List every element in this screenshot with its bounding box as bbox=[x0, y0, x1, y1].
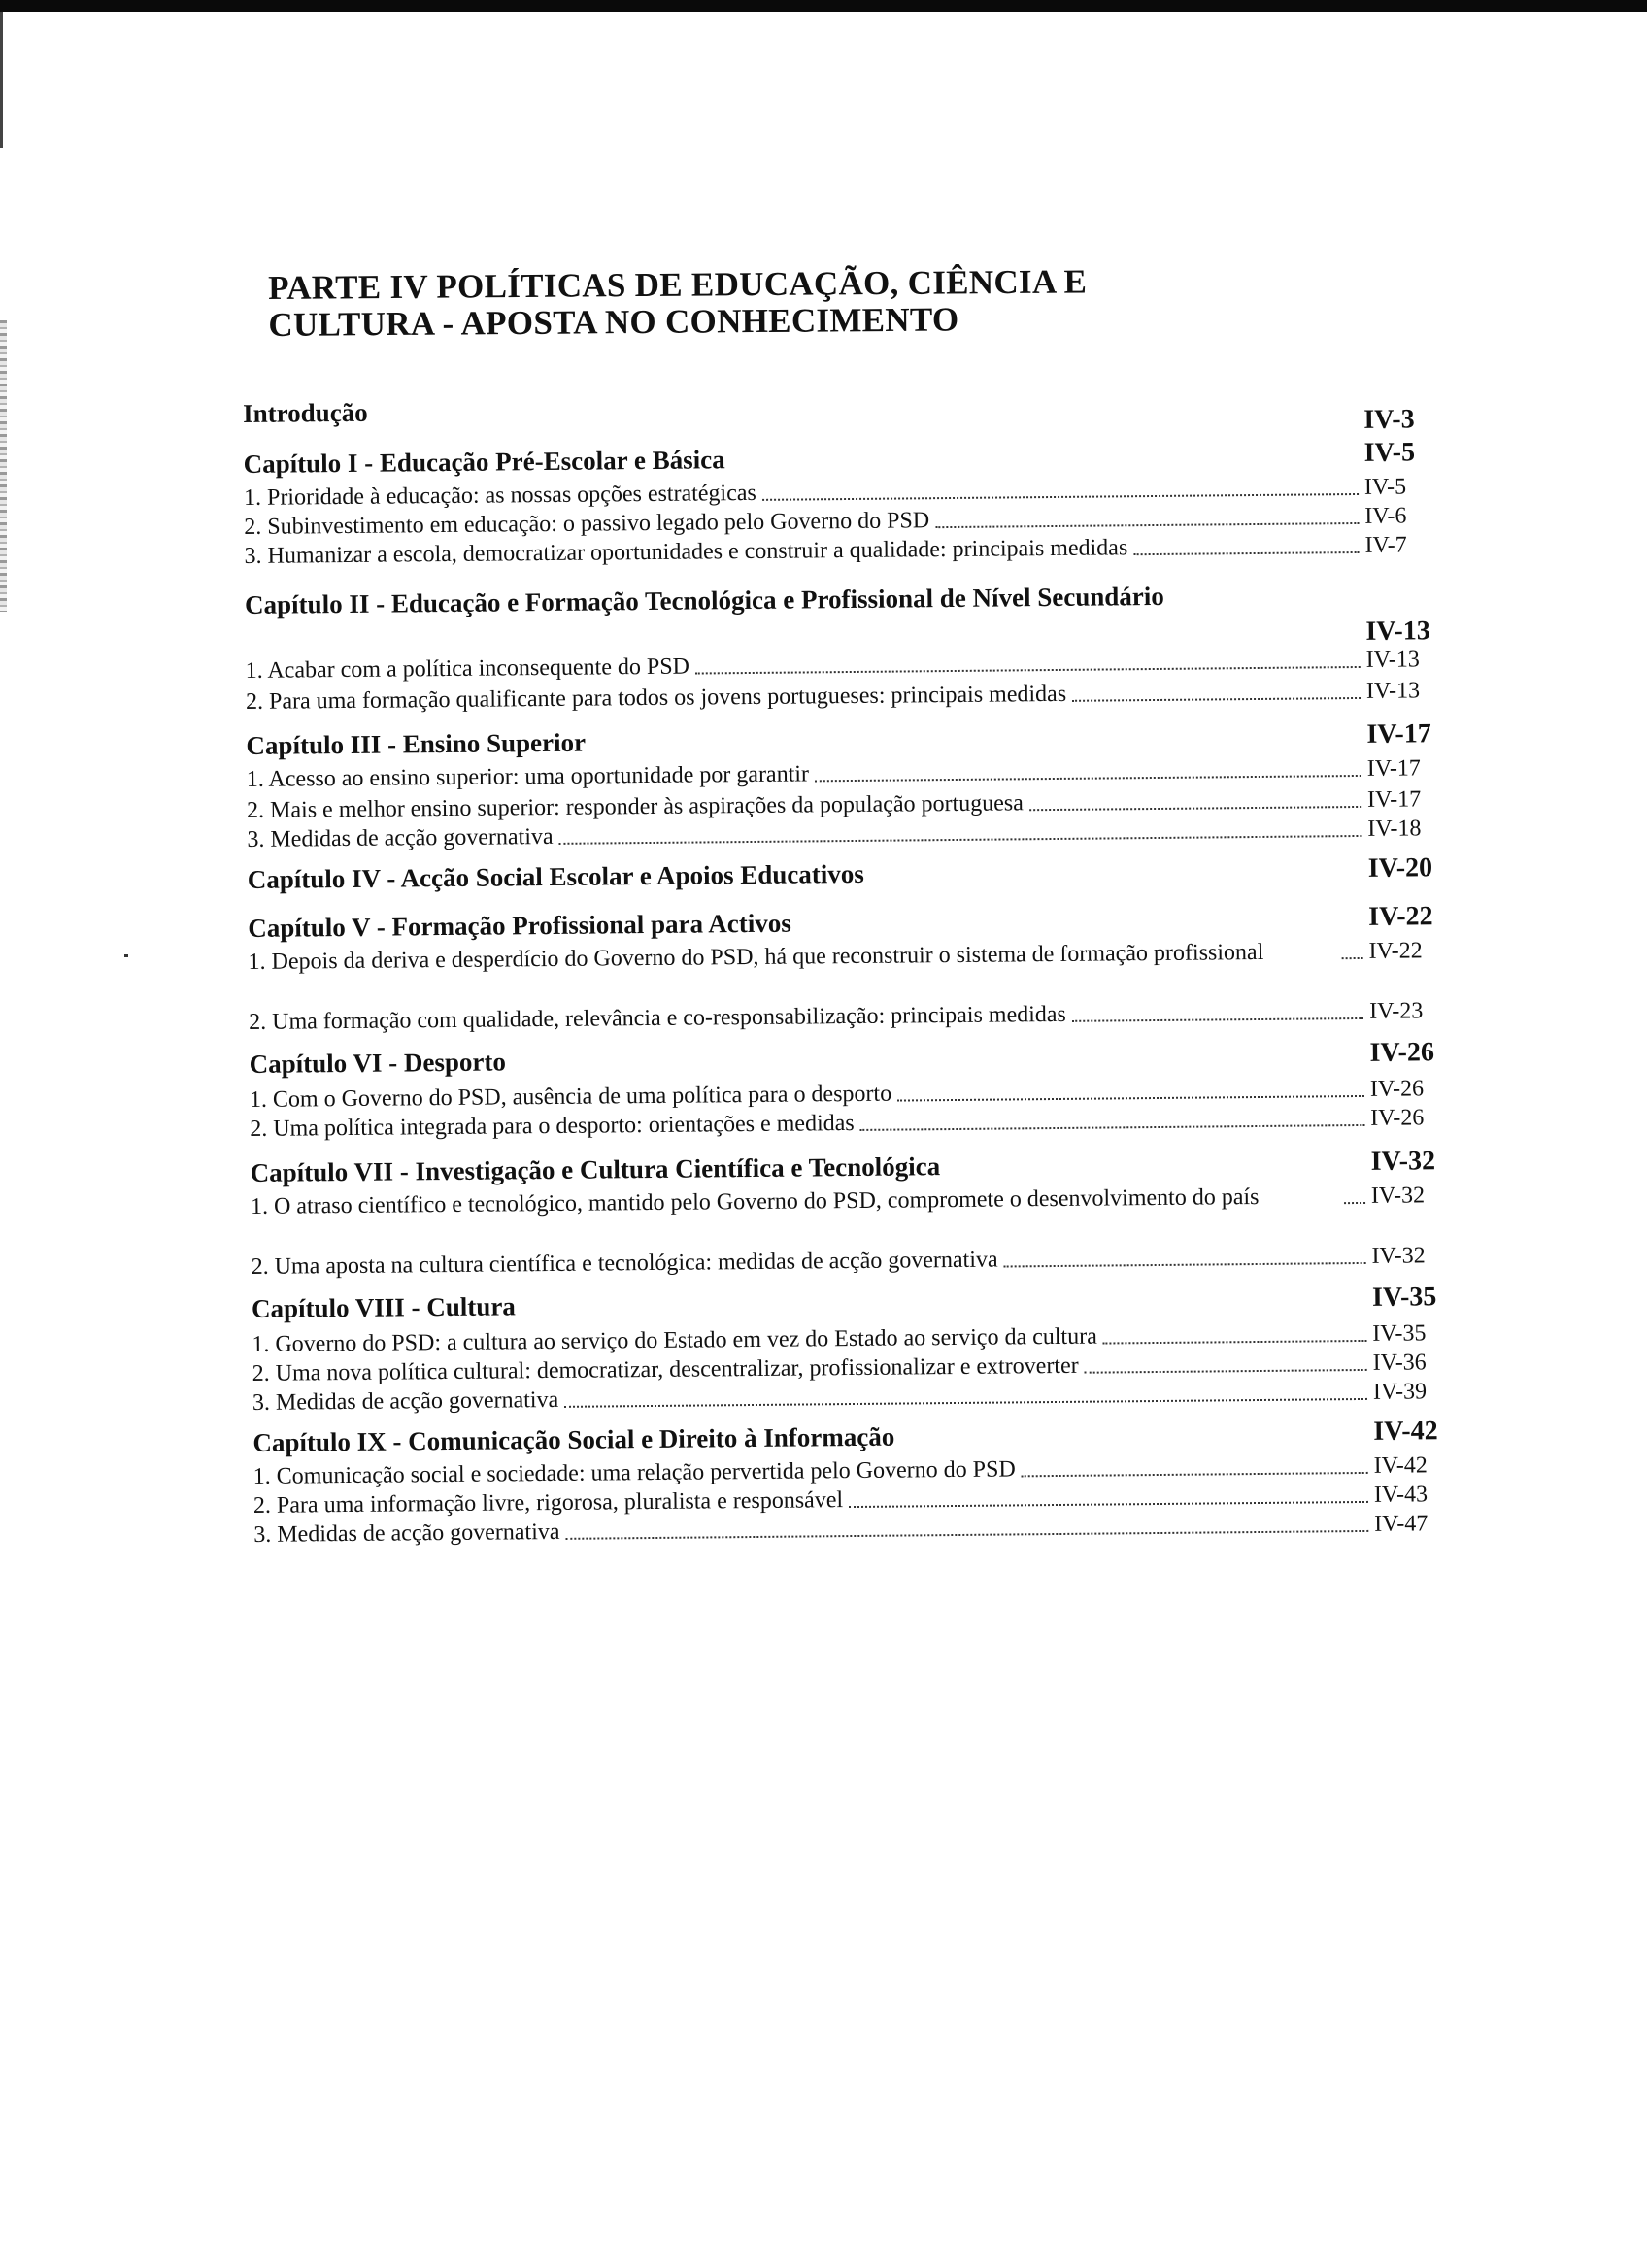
toc-item[interactable] bbox=[252, 1243, 1456, 1281]
toc-page: IV-13 bbox=[1365, 647, 1420, 673]
toc-page: IV-43 bbox=[1373, 1482, 1429, 1508]
toc-page: IV-42 bbox=[1373, 1452, 1428, 1479]
dot-leader bbox=[815, 775, 1361, 782]
scan-speck bbox=[124, 954, 128, 957]
toc-chapter-7[interactable] bbox=[251, 1146, 1455, 1188]
toc-page: IV-22 bbox=[1368, 901, 1433, 932]
toc-label: 1. Prioridade à educação: as nossas opções estratégicas bbox=[243, 480, 756, 511]
toc-label: Capítulo I - Educação Pré-Escolar e Básica bbox=[243, 445, 725, 479]
toc-chapter-5[interactable] bbox=[248, 901, 1452, 944]
toc-page: IV-47 bbox=[1374, 1511, 1429, 1537]
dot-leader bbox=[1133, 551, 1359, 555]
toc-label: Capítulo VII - Investigação e Cultura Científica e Tecnológica bbox=[250, 1151, 941, 1187]
toc-label: 2. Uma formação com qualidade, relevância e co-responsabilização: principais medidas bbox=[249, 1001, 1066, 1035]
dot-leader bbox=[849, 1501, 1368, 1508]
table-of-contents bbox=[243, 383, 1468, 1656]
dot-leader bbox=[1072, 1017, 1363, 1022]
toc-label: 3. Medidas de acção governativa bbox=[247, 823, 554, 852]
dot-leader bbox=[1103, 1340, 1367, 1345]
toc-page: IV-20 bbox=[1367, 852, 1433, 884]
toc-page: IV-13 bbox=[1365, 616, 1430, 647]
dot-leader bbox=[1344, 1202, 1365, 1204]
toc-page: IV-26 bbox=[1369, 1037, 1435, 1068]
toc-label: 2. Subinvestimento em educação: o passivo legado pelo Governo do PSD bbox=[244, 508, 930, 540]
toc-label: Capítulo II - Educação e Formação Tecnológica e Profissional de Nível Secundário bbox=[244, 581, 1164, 619]
dot-leader bbox=[897, 1095, 1364, 1102]
dot-leader bbox=[935, 522, 1359, 528]
toc-label: Introdução bbox=[243, 397, 368, 428]
toc-label: 2. Para uma informação livre, rigorosa, pluralista e responsável bbox=[252, 1487, 844, 1518]
toc-page: IV-42 bbox=[1373, 1416, 1438, 1447]
toc-page: IV-7 bbox=[1364, 532, 1407, 558]
scan-left-edge bbox=[0, 12, 3, 148]
page-title: PARTE IV POLÍTICAS DE EDUCAÇÃO, CIÊNCIA E CULTURA - APOSTA NO CONHECIMENTO bbox=[267, 262, 1088, 344]
toc-label: 1. O atraso científico e tecnológico, mantido pelo Governo do PSD, compromete o desenvolvimento do país bbox=[250, 1184, 1260, 1219]
toc-label: 1. Com o Governo do PSD, ausência de uma política para o desporto bbox=[249, 1081, 892, 1113]
toc-page: IV-36 bbox=[1372, 1350, 1427, 1376]
toc-label: 2. Uma nova política cultural: democratizar, descentralizar, profissionalizar e extroverter bbox=[252, 1352, 1079, 1386]
toc-label: Capítulo III - Ensino Superior bbox=[246, 727, 587, 760]
toc-page: IV-18 bbox=[1367, 816, 1422, 842]
toc-page: IV-26 bbox=[1369, 1076, 1425, 1102]
toc-label: 1. Acesso ao ensino superior: uma oportunidade por garantir bbox=[246, 761, 810, 792]
toc-page: IV-26 bbox=[1370, 1105, 1425, 1131]
scan-top-border bbox=[0, 0, 1647, 12]
toc-item[interactable] bbox=[246, 678, 1450, 716]
toc-label: 3. Medidas de acção governativa bbox=[252, 1386, 559, 1416]
scan-binding-strip bbox=[0, 320, 7, 612]
toc-label: 3. Humanizar a escola, democratizar oportunidades e construir a qualidade: principais medidas bbox=[244, 535, 1128, 569]
toc-label: 1. Comunicação social e sociedade: uma relação pervertida pelo Governo do PSD bbox=[252, 1456, 1016, 1489]
toc-page: IV-35 bbox=[1371, 1282, 1437, 1313]
toc-item[interactable] bbox=[251, 1183, 1455, 1220]
dot-leader bbox=[1342, 957, 1363, 959]
toc-chapter-2[interactable] bbox=[245, 580, 1361, 620]
toc-page: IV-32 bbox=[1371, 1243, 1426, 1269]
toc-page: IV-17 bbox=[1366, 755, 1422, 782]
toc-label: Capítulo IV - Acção Social Escolar e Apoios Educativos bbox=[247, 858, 864, 894]
toc-label: Capítulo VIII - Cultura bbox=[251, 1291, 516, 1323]
toc-chapter-8[interactable] bbox=[252, 1282, 1456, 1324]
toc-page: IV-39 bbox=[1372, 1379, 1428, 1405]
toc-label: 2. Uma política integrada para o desporto: orientações e medidas bbox=[250, 1110, 855, 1142]
toc-page: IV-3 bbox=[1363, 404, 1415, 435]
toc-chapter-4[interactable] bbox=[248, 852, 1452, 895]
toc-chapter-9[interactable] bbox=[252, 1416, 1457, 1458]
toc-label: 1. Depois da deriva e desperdício do Governo do PSD, há que reconstruir o sistema de formação profissional bbox=[248, 939, 1264, 975]
dot-leader bbox=[564, 1398, 1367, 1408]
toc-page: IV-22 bbox=[1368, 938, 1423, 964]
toc-label: 3. Medidas de acção governativa bbox=[253, 1518, 560, 1548]
toc-chapter-3[interactable] bbox=[246, 718, 1450, 761]
toc-chapter-1[interactable] bbox=[244, 437, 1448, 480]
dot-leader bbox=[1072, 697, 1361, 702]
dot-leader bbox=[1029, 806, 1361, 811]
toc-page: IV-6 bbox=[1364, 503, 1407, 529]
toc-page: IV-5 bbox=[1363, 437, 1416, 468]
dot-leader bbox=[762, 493, 1359, 501]
toc-entry-introducao[interactable] bbox=[243, 386, 1447, 435]
toc-page: IV-32 bbox=[1370, 1183, 1426, 1209]
toc-chapter-6[interactable] bbox=[249, 1037, 1453, 1080]
dot-leader bbox=[566, 1530, 1369, 1540]
toc-label: Capítulo IX - Comunicação Social e Direito à Informação bbox=[252, 1421, 895, 1457]
toc-page: IV-5 bbox=[1363, 474, 1407, 500]
dot-leader bbox=[559, 835, 1362, 845]
toc-label: Capítulo VI - Desporto bbox=[249, 1047, 507, 1079]
toc-label: 2. Uma aposta na cultura científica e tecnológica: medidas de acção governativa bbox=[251, 1247, 998, 1280]
dot-leader bbox=[1022, 1472, 1368, 1477]
dot-leader bbox=[1085, 1369, 1367, 1374]
toc-page: IV-17 bbox=[1366, 718, 1431, 750]
toc-label: 2. Mais e melhor ensino superior: responder às aspirações da população portuguesa bbox=[246, 790, 1024, 823]
toc-item[interactable] bbox=[248, 938, 1452, 976]
toc-label: 1. Acabar com a política inconsequente do PSD bbox=[245, 653, 690, 684]
toc-page: IV-35 bbox=[1372, 1320, 1427, 1347]
toc-page: IV-17 bbox=[1366, 786, 1422, 813]
dot-leader bbox=[695, 666, 1361, 675]
toc-item[interactable] bbox=[249, 998, 1453, 1036]
toc-label: 1. Governo do PSD: a cultura ao serviço do Estado em vez do Estado ao serviço da cultura bbox=[252, 1323, 1097, 1357]
toc-page: IV-23 bbox=[1369, 998, 1424, 1024]
dot-leader bbox=[860, 1124, 1365, 1131]
dot-leader bbox=[1004, 1262, 1366, 1268]
toc-label: 2. Para uma formação qualificante para todos os jovens portugueses: principais medidas bbox=[245, 681, 1067, 715]
toc-page: IV-13 bbox=[1365, 678, 1421, 704]
toc-label: Capítulo V - Formação Profissional para Activos bbox=[248, 908, 791, 943]
toc-page: IV-32 bbox=[1370, 1146, 1436, 1177]
